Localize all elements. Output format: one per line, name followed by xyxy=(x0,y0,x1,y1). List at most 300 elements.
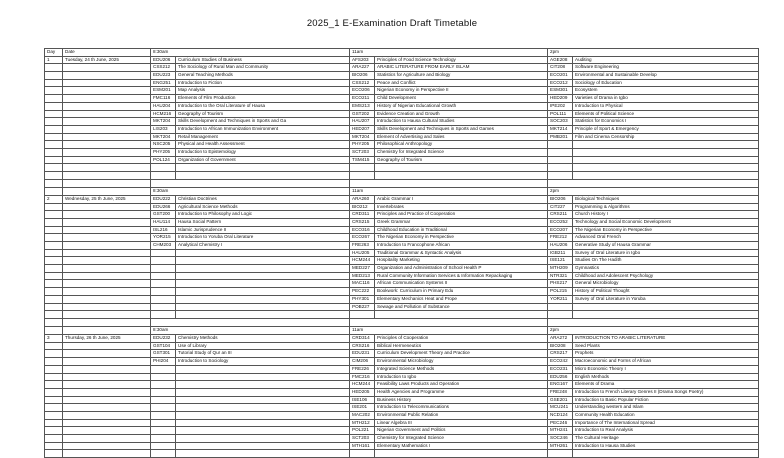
date-cell-empty xyxy=(63,226,151,234)
course-title xyxy=(176,442,350,450)
course-code: HCM244 xyxy=(350,257,375,265)
course-code xyxy=(151,172,176,180)
course-code: MTH209 xyxy=(548,265,573,273)
course-title: Skills Development and Techniques in Sports and Ga xyxy=(176,118,350,126)
course-code: FMC216 xyxy=(350,373,375,381)
course-code: FRE226 xyxy=(350,365,375,373)
course-title: Geography of Tourism xyxy=(375,156,548,164)
course-title: Feasibility Laws Products and Operation xyxy=(375,381,548,389)
course-title: Chemistry for Integrated Science xyxy=(375,435,548,443)
course-title xyxy=(176,396,350,404)
course-title: Health Agencies and Programme xyxy=(375,388,548,396)
date-cell-empty xyxy=(63,172,151,180)
course-title xyxy=(176,288,350,296)
day-cell-empty xyxy=(45,226,63,234)
course-code: ESM301 xyxy=(548,87,573,95)
course-code: HCM216 xyxy=(151,110,176,118)
date-cell-empty xyxy=(63,295,151,303)
course-code: AFS203 xyxy=(350,56,375,64)
course-title: Introduction to Hausa Studies xyxy=(573,442,759,450)
table-row xyxy=(45,358,759,366)
course-title xyxy=(573,164,759,172)
course-title xyxy=(176,303,350,311)
date-cell-empty xyxy=(63,118,151,126)
course-code: ISE121 xyxy=(548,257,573,265)
course-title xyxy=(176,272,350,280)
course-title: Community Health Education xyxy=(573,411,759,419)
day-cell-empty xyxy=(45,411,63,419)
table-row xyxy=(45,365,759,373)
course-code xyxy=(151,303,176,311)
course-code xyxy=(151,442,176,450)
course-code: GST104 xyxy=(151,342,176,350)
course-title xyxy=(176,164,350,172)
course-title: Varieties of Drama in Igbo xyxy=(573,95,759,103)
course-title xyxy=(176,419,350,427)
course-code xyxy=(350,164,375,172)
course-title xyxy=(176,388,350,396)
course-title: Philosophical Anthropology xyxy=(375,141,548,149)
course-code: BIO212 xyxy=(350,203,375,211)
table-row xyxy=(45,265,759,273)
course-code: HAU206 xyxy=(548,242,573,250)
course-code: ECO252 xyxy=(548,218,573,226)
spacer-cell xyxy=(63,318,151,327)
day-cell-empty xyxy=(45,102,63,110)
date-cell-empty xyxy=(63,148,151,156)
table-row xyxy=(45,350,759,358)
day-cell-empty xyxy=(45,381,63,389)
course-title: Chemistry for Integrated Science xyxy=(375,148,548,156)
course-code xyxy=(548,164,573,172)
date-cell-empty xyxy=(63,110,151,118)
course-code: LIS203 xyxy=(151,125,176,133)
course-code: MKT214 xyxy=(548,125,573,133)
course-code: MKT204 xyxy=(350,133,375,141)
course-title xyxy=(573,172,759,180)
day-cell-empty xyxy=(45,164,63,172)
table-row xyxy=(45,272,759,280)
course-code: NTR321 xyxy=(548,272,573,280)
day-cell-empty xyxy=(45,388,63,396)
course-title: Church History I xyxy=(573,211,759,219)
course-code: ECO201 xyxy=(548,72,573,80)
course-title: Linear Algebra III xyxy=(375,419,548,427)
course-title: Understanding western and Islam xyxy=(573,404,759,412)
course-title: Ecosystem xyxy=(573,87,759,95)
table-row xyxy=(45,257,759,265)
date-cell-empty xyxy=(63,303,151,311)
course-code: MTH261 xyxy=(548,442,573,450)
course-code xyxy=(548,311,573,319)
course-title: Hausa Social Pattern xyxy=(176,218,350,226)
course-title xyxy=(176,265,350,273)
course-code xyxy=(151,419,176,427)
course-title: Introduction to Basic Popular Fiction xyxy=(573,396,759,404)
table-row xyxy=(45,373,759,381)
course-code: CRS215 xyxy=(350,218,375,226)
course-code: POL124 xyxy=(151,156,176,164)
course-code: NSC205 xyxy=(151,141,176,149)
course-title: Introduction to Telecommunications xyxy=(375,404,548,412)
course-title: Environmental Public Relation xyxy=(375,411,548,419)
course-title: Analytical Chemistry I xyxy=(176,242,350,250)
course-code: ECO212 xyxy=(548,79,573,87)
course-code: PHS217 xyxy=(548,280,573,288)
course-code: POL221 xyxy=(350,427,375,435)
table-row xyxy=(45,342,759,350)
date-cell-empty xyxy=(63,280,151,288)
course-title: Survey of Oral Literature in Yoruba xyxy=(573,295,759,303)
day-cell-empty xyxy=(45,141,63,149)
course-title: Biblical Hermeneutics xyxy=(375,342,548,350)
course-code: PEC222 xyxy=(350,288,375,296)
table-row xyxy=(45,211,759,219)
course-title: English Methods xyxy=(573,373,759,381)
time-slot-label: 8:30am xyxy=(151,188,350,196)
table-row xyxy=(45,64,759,72)
course-title: ARABIC LITERATURE FROM EARLY ISLAM xyxy=(375,64,548,72)
table-row xyxy=(45,242,759,250)
course-code: HAU207 xyxy=(350,118,375,126)
course-title: Organization and Administration of School Health P xyxy=(375,265,548,273)
course-code xyxy=(151,164,176,172)
course-code: ECO267 xyxy=(350,234,375,242)
course-title: Elements of Film Production xyxy=(176,95,350,103)
course-title: Elements of Political Science xyxy=(573,110,759,118)
time-header-1: 8:30am xyxy=(151,49,350,57)
course-code xyxy=(151,435,176,443)
time-slot-label: 2pm xyxy=(548,188,759,196)
course-code: EMS213 xyxy=(350,102,375,110)
course-code: ECO211 xyxy=(350,95,375,103)
course-title: General Microbiology xyxy=(573,280,759,288)
course-code xyxy=(548,156,573,164)
day-number: 3 xyxy=(45,335,63,343)
course-code xyxy=(151,388,176,396)
course-code xyxy=(350,311,375,319)
course-title: Elements of Drama xyxy=(573,381,759,389)
course-title xyxy=(176,450,350,458)
day-cell-empty xyxy=(45,365,63,373)
course-title: Gymnastics xyxy=(573,265,759,273)
day-cell-empty xyxy=(45,87,63,95)
course-title: Studies On The Hadith xyxy=(573,257,759,265)
course-title: The Nigerian Economy in Perspective xyxy=(573,226,759,234)
course-code: EDU232 xyxy=(151,335,176,343)
table-row xyxy=(45,411,759,419)
date-cell-empty xyxy=(63,211,151,219)
spacer-cell xyxy=(151,179,350,188)
course-title: Curriculum Studies of Business xyxy=(176,56,350,64)
spacer-cell xyxy=(350,179,548,188)
course-title xyxy=(176,404,350,412)
course-code xyxy=(151,257,176,265)
course-title xyxy=(176,435,350,443)
course-code: GST200 xyxy=(151,211,176,219)
date-cell-empty xyxy=(63,381,151,389)
day-number: 1 xyxy=(45,56,63,64)
spacer-cell xyxy=(45,179,63,188)
date-cell-empty xyxy=(63,102,151,110)
date-cell-empty xyxy=(63,188,151,196)
date-cell-empty xyxy=(63,358,151,366)
time-slot-label: 11am xyxy=(350,327,548,335)
table-row xyxy=(45,56,759,64)
day-cell-empty xyxy=(45,358,63,366)
course-title: Technology and Social Economic Development xyxy=(573,218,759,226)
course-title: Macroeconomic and Forms of African xyxy=(573,358,759,366)
course-title xyxy=(176,280,350,288)
day-cell-empty xyxy=(45,435,63,443)
course-code: NCD124 xyxy=(548,411,573,419)
course-title xyxy=(176,257,350,265)
course-title: Child Development xyxy=(375,95,548,103)
table-row xyxy=(45,95,759,103)
course-title: Elementary Mechanics Heat and Prope xyxy=(375,295,548,303)
time-header-row xyxy=(45,327,759,335)
day-cell-empty xyxy=(45,172,63,180)
course-code: MED227 xyxy=(350,265,375,273)
date-cell-empty xyxy=(63,203,151,211)
course-title: Agricultural Science Methods xyxy=(176,203,350,211)
course-code xyxy=(151,411,176,419)
course-code xyxy=(151,365,176,373)
course-title: Nigerian Economy in Perspective II xyxy=(375,87,548,95)
course-code xyxy=(151,404,176,412)
course-code: IGB211 xyxy=(548,249,573,257)
course-title: Physical and Health Assessment xyxy=(176,141,350,149)
page-title: 2025_1 E-Examination Draft Timetable xyxy=(306,18,478,29)
table-row xyxy=(45,102,759,110)
day-cell-empty xyxy=(45,242,63,250)
course-title: Principles of Food Science Technology xyxy=(375,56,548,64)
date-cell-empty xyxy=(63,435,151,443)
course-code: CRD314 xyxy=(350,335,375,343)
day-cell-empty xyxy=(45,327,63,335)
day-cell-empty xyxy=(45,133,63,141)
date-cell-empty xyxy=(63,373,151,381)
date-cell-empty xyxy=(63,396,151,404)
course-code: BIO206 xyxy=(350,72,375,80)
course-title: Rural Community Information Services & Information Repackaging xyxy=(375,272,548,280)
time-slot-label: 2pm xyxy=(548,327,759,335)
course-code: FRE263 xyxy=(350,242,375,250)
day-cell-empty xyxy=(45,373,63,381)
course-code: EDU256 xyxy=(548,373,573,381)
course-code xyxy=(151,249,176,257)
table-row xyxy=(45,335,759,343)
date-cell-empty xyxy=(63,311,151,319)
course-title xyxy=(573,141,759,149)
course-code: CIM206 xyxy=(350,358,375,366)
day-cell-empty xyxy=(45,156,63,164)
course-title: Survey of Oral Literature in Igbo xyxy=(573,249,759,257)
course-title: Sewage and Pollution of Substance xyxy=(375,303,548,311)
course-title: Micro Economic Theory I xyxy=(573,365,759,373)
course-code xyxy=(151,396,176,404)
day-cell-empty xyxy=(45,64,63,72)
course-code: AGE208 xyxy=(548,56,573,64)
course-code xyxy=(350,172,375,180)
course-title: Introduction to Yoruba Oral Literature xyxy=(176,234,350,242)
course-title: Principle of Sport & Emergency xyxy=(573,125,759,133)
course-code xyxy=(548,141,573,149)
day-cell-empty xyxy=(45,79,63,87)
course-code: MTH212 xyxy=(350,419,375,427)
course-title: Element of Advertising and Sales xyxy=(375,133,548,141)
course-title xyxy=(573,303,759,311)
course-code: MAC116 xyxy=(350,280,375,288)
course-code: MAC202 xyxy=(350,411,375,419)
course-code: YOR211 xyxy=(548,295,573,303)
date-cell-empty xyxy=(63,133,151,141)
table-row xyxy=(45,203,759,211)
course-code: CSS212 xyxy=(350,79,375,87)
course-title xyxy=(176,411,350,419)
table-row xyxy=(45,226,759,234)
course-code: ARA260 xyxy=(350,195,375,203)
course-code: ECO231 xyxy=(548,365,573,373)
course-code: MTH161 xyxy=(350,442,375,450)
table-row xyxy=(45,442,759,450)
course-title: Statistics for Agriculture and Biology xyxy=(375,72,548,80)
course-code: GSE201 xyxy=(548,396,573,404)
date-cell-empty xyxy=(63,79,151,87)
course-code: HAU205 xyxy=(350,249,375,257)
course-code: HED207 xyxy=(350,125,375,133)
course-code: GST301 xyxy=(151,350,176,358)
table-row xyxy=(45,427,759,435)
table-row xyxy=(45,218,759,226)
day-cell-empty xyxy=(45,404,63,412)
course-code: CSS212 xyxy=(151,64,176,72)
course-title: Tutorial Study of Qur an III xyxy=(176,350,350,358)
course-code: ECO207 xyxy=(548,226,573,234)
course-title: Arabic Grammar I xyxy=(375,195,548,203)
day-cell-empty xyxy=(45,118,63,126)
day-number: 2 xyxy=(45,195,63,203)
course-code xyxy=(548,303,573,311)
date-cell-empty xyxy=(63,365,151,373)
day-cell-empty xyxy=(45,288,63,296)
course-title: Christian Doctrines xyxy=(176,195,350,203)
table-row xyxy=(45,249,759,257)
course-title xyxy=(176,373,350,381)
course-code: FRE248 xyxy=(548,388,573,396)
course-title: Seed Plants xyxy=(573,342,759,350)
course-code: EDU206 xyxy=(151,56,176,64)
day-cell-empty xyxy=(45,303,63,311)
course-code: ESM201 xyxy=(151,87,176,95)
course-code: EDU222 xyxy=(151,195,176,203)
course-title: Auditing xyxy=(573,56,759,64)
course-title: African Communication Systems II xyxy=(375,280,548,288)
course-title: Use of Library xyxy=(176,342,350,350)
course-title: Principles and Practice of Cooperation xyxy=(375,211,548,219)
course-code: HCM244 xyxy=(350,381,375,389)
course-code: ECO316 xyxy=(350,226,375,234)
course-code: FRE212 xyxy=(548,234,573,242)
date-cell-empty xyxy=(63,350,151,358)
course-code: HAU114 xyxy=(151,218,176,226)
course-title: Traditional Grammar & Syntactic Analysis xyxy=(375,249,548,257)
course-code xyxy=(151,288,176,296)
date-cell-empty xyxy=(63,419,151,427)
date-cell-empty xyxy=(63,388,151,396)
course-code: EDU223 xyxy=(151,72,176,80)
course-title: Film and Cinema Censorship xyxy=(573,133,759,141)
day-cell-empty xyxy=(45,203,63,211)
course-code: HED205 xyxy=(350,388,375,396)
course-title: Sociology of Education xyxy=(573,79,759,87)
course-title: History of Political Thought xyxy=(573,288,759,296)
day-cell-empty xyxy=(45,249,63,257)
course-code: MED213 xyxy=(350,272,375,280)
course-code: SCT203 xyxy=(350,148,375,156)
table-row xyxy=(45,295,759,303)
day-cell-empty xyxy=(45,442,63,450)
table-row xyxy=(45,288,759,296)
course-title xyxy=(375,311,548,319)
day-cell-empty xyxy=(45,280,63,288)
course-title: Introduction to Physical xyxy=(573,102,759,110)
date-cell-empty xyxy=(63,427,151,435)
course-code xyxy=(151,427,176,435)
date-cell-empty xyxy=(63,64,151,72)
course-code: GST202 xyxy=(350,110,375,118)
course-title: Biological Techniques xyxy=(573,195,759,203)
day-cell-empty xyxy=(45,427,63,435)
course-title: General Teaching Methods xyxy=(176,72,350,80)
spacer-cell xyxy=(350,318,548,327)
table-row xyxy=(45,156,759,164)
time-slot-label: 11am xyxy=(350,188,548,196)
course-title xyxy=(573,450,759,458)
course-code: IPE202 xyxy=(548,102,573,110)
table-row xyxy=(45,396,759,404)
date-cell-empty xyxy=(63,141,151,149)
course-title xyxy=(176,381,350,389)
course-title: Integrated Science Methods xyxy=(375,365,548,373)
date-cell-empty xyxy=(63,164,151,172)
day-cell-empty xyxy=(45,342,63,350)
course-code: YOR215 xyxy=(151,234,176,242)
course-code: MKT204 xyxy=(151,133,176,141)
course-code: CIT208 xyxy=(548,64,573,72)
table-row xyxy=(45,381,759,389)
course-title: Organization of Government xyxy=(176,156,350,164)
table-row xyxy=(45,419,759,427)
course-title: Environmental and Sustainable Develop xyxy=(573,72,759,80)
day-cell-empty xyxy=(45,295,63,303)
course-title: Importance of The International Spread xyxy=(573,419,759,427)
day-cell-empty xyxy=(45,265,63,273)
course-code: POL111 xyxy=(548,110,573,118)
course-code: POL215 xyxy=(548,288,573,296)
day-cell-empty xyxy=(45,125,63,133)
course-title xyxy=(375,164,548,172)
course-code: ECO206 xyxy=(350,87,375,95)
course-title: Introduction to French Literary Genres II (Drama Songs Poetry) xyxy=(573,388,759,396)
day-cell-empty xyxy=(45,350,63,358)
day-cell-empty xyxy=(45,311,63,319)
course-code xyxy=(350,450,375,458)
table-row xyxy=(45,164,759,172)
course-title: Elementary Mathematics I xyxy=(375,442,548,450)
course-title: Chemistry Methods xyxy=(176,335,350,343)
table-row xyxy=(45,118,759,126)
